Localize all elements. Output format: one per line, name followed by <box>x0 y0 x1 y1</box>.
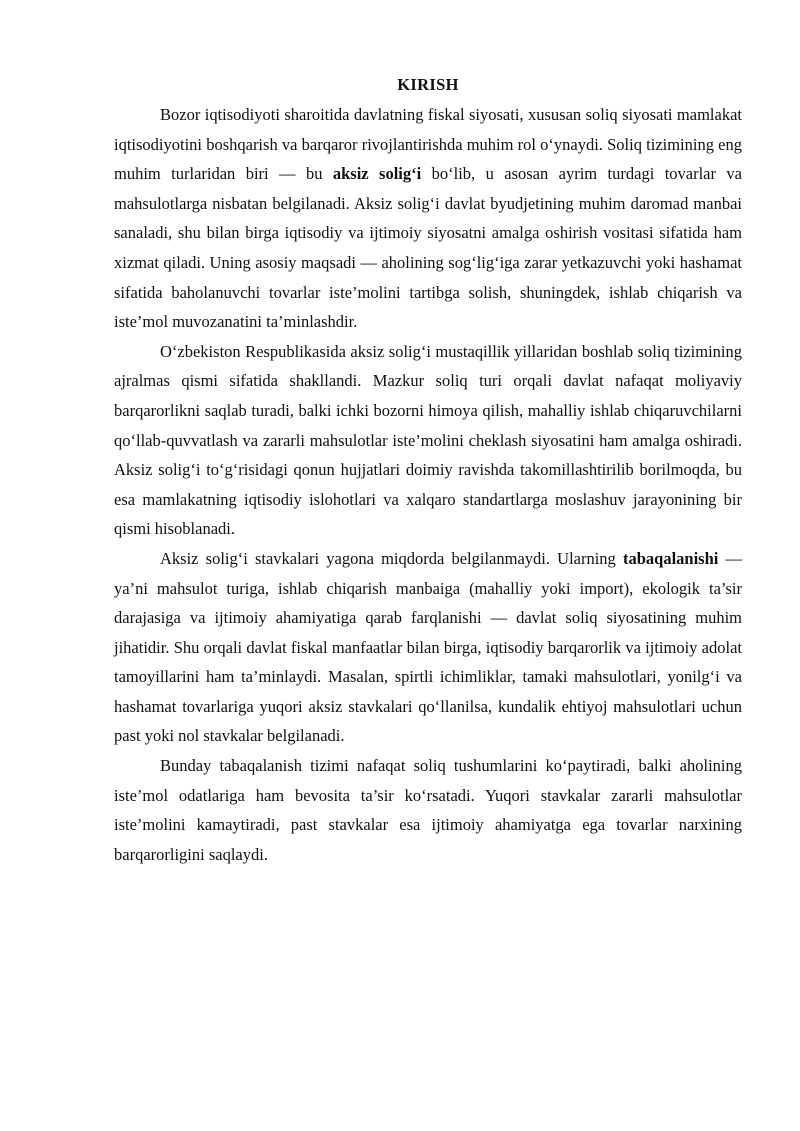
paragraph-3 <box>114 544 742 751</box>
document-page <box>114 74 742 869</box>
paragraph-1-text-1: Bozor iqtisodiyoti sharoitida davlatning fiskal siyosati, xususan soliq siyosati mamlakat iqtisodiyotini boshqarish va barqaror rivojlantirishda muhim rol o‘ynaydi. Soliq tizimining eng muhim turlaridan biri — bu <box>114 105 742 184</box>
paragraph-1-text-2: bo‘lib, u asosan ayrim turdagi tovarlar va mahsulotlarga nisbatan belgilanadi. Aksiz solig‘i davlat byudjetining muhim daromad manbai sanaladi, shu bilan birga iqtisodiy va ijtimoiy siyosatni amalga oshirish vositasi sifatida ham xizmat qiladi. Uning asosiy maqsadi — aholining sog‘lig‘iga zarar yetkazuvchi yoki hashamat sifatida baholanuvchi tovarlar iste’molini tartibga solish, shuningdek, ishlab chiqarish va iste’mol muvozanatini ta’minlashdir. <box>114 164 742 332</box>
bold-term-aksiz-soligi: aksiz solig‘i <box>332 164 422 184</box>
paragraph-2-text-1: O‘zbekiston Respublikasida aksiz solig‘i mustaqillik yillaridan boshlab soliq tizimining ajralmas qismi sifatida shakllandi. Mazkur soliq turi orqali davlat nafaqat moliyaviy barqarorlikni saqlab turadi, balki ichki bozorni himoya qilish, mahalliy ishlab chiqaruvchilarni qo‘llab-quvvatlash va zararli mahsulotlar iste’molini cheklash siyosatini ham amalga oshiradi. Aksiz solig‘i to‘g‘risidagi qonun hujjatlari doimiy ravishda takomillashtirilib borilmoqda, bu esa mamlakatning iqtisodiy islohotlari va xalqaro standartlarga moslashuv jarayonining bir qismi hisoblanadi. <box>114 341 742 539</box>
paragraph-3-text-2: — ya’ni mahsulot turiga, ishlab chiqarish manbaiga (mahalliy yoki import), ekologik ta’sir darajasiga va ijtimoiy ahamiyatiga qarab farqlanishi — davlat soliq siyosatining muhim jihatidir. Shu orqali davlat fiskal manfaatlar bilan birga, iqtisodiy barqarorlik va ijtimoiy adolat tamoyillarini ham ta’minlaydi. Masalan, spirtli ichimliklar, tamaki mahsulotlari, yonilg‘i va hashamat tovarlariga yuqori aksiz stavkalari qo‘llanilsa, kundalik ehtiyoj mahsulotlari uchun past yoki nol stavkalar belgilanadi. <box>114 548 743 746</box>
bold-term-tabaqalanishi: tabaqalanishi <box>622 548 719 568</box>
page-title: KIRISH <box>397 75 459 94</box>
paragraph-3-text-1: Aksiz solig‘i stavkalari yagona miqdorda belgilanmaydi. Ularning <box>160 548 623 568</box>
paragraph-4-text-1: Bunday tabaqalanish tizimi nafaqat soliq tushumlarini ko‘paytiradi, balki aholining iste’mol odatlariga ham bevosita ta’sir ko‘rsatadi. Yuqori stavkalar zararli mahsulotlar iste’molini kamaytiradi, past stavkalar esa ijtimoiy ahamiyatga ega tovarlar narxining barqarorligini saqlaydi. <box>114 756 742 864</box>
paragraph-2 <box>114 337 742 544</box>
paragraph-4 <box>114 751 742 869</box>
paragraph-1 <box>114 100 742 337</box>
